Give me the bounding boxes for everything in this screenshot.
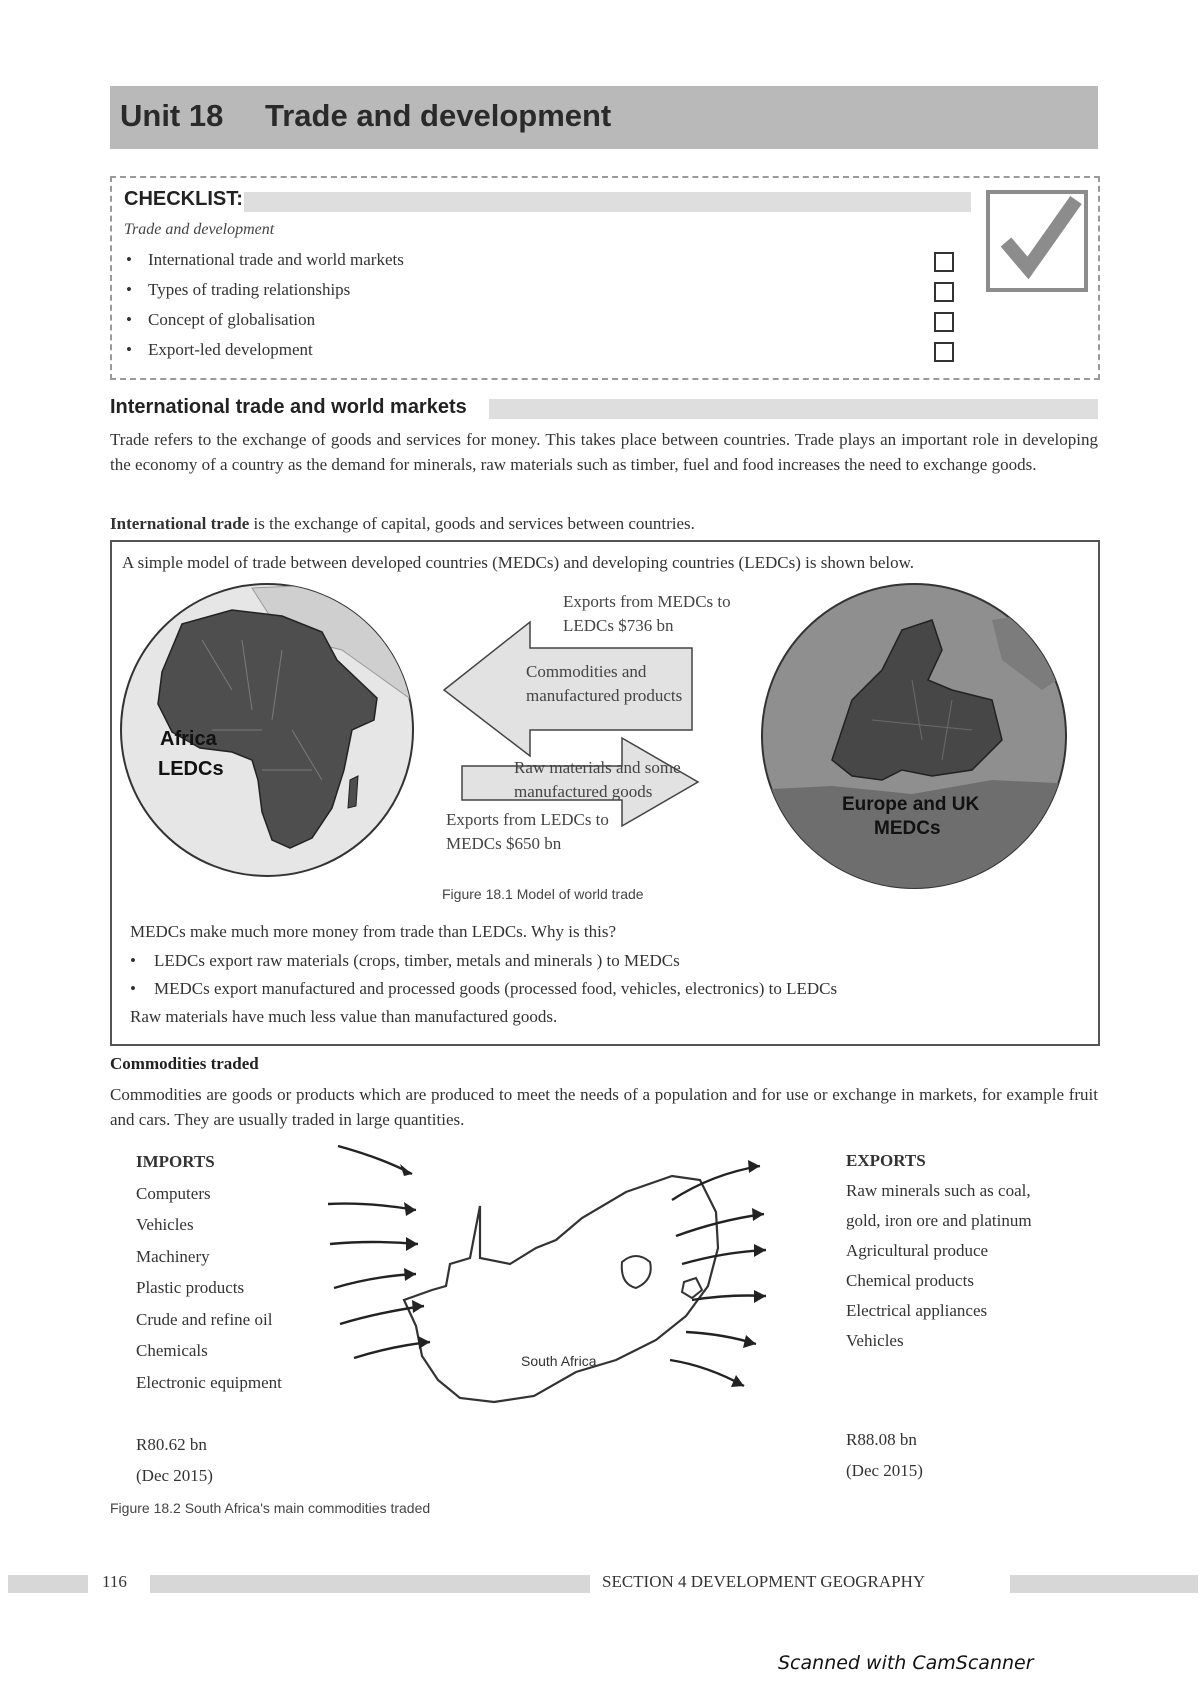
checklist-item: • Export-led development [126, 340, 313, 359]
model-conclusion: Raw materials have much less value than manufactured goods. [130, 1007, 558, 1026]
trade-model-box [110, 540, 1100, 1046]
intro-paragraph: Trade refers to the exchange of goods and services for money. This takes place between countries. Trade plays an important role in developing the economy of a country as the demand for minerals, raw materials such as timber, fuel and food increases the need to exchange goods. [110, 430, 1098, 474]
bottom-arrow-label: Raw materials and some manufactured goods [514, 758, 681, 801]
checklist-item: • Concept of globalisation [126, 310, 316, 329]
checklist-subtitle: Trade and development [124, 221, 275, 238]
unit-header [110, 86, 1098, 149]
checklist-title: CHECKLIST: [124, 188, 243, 210]
exports-list [846, 1146, 1032, 1356]
imports-list [136, 1146, 282, 1398]
footer-section-title: SECTION 4 DEVELOPMENT GEOGRAPHY [602, 1572, 926, 1591]
africa-label: Africa [160, 728, 217, 750]
export-item: Chemical products [846, 1271, 974, 1290]
figure-18-1-caption: Figure 18.1 Model of world trade [442, 886, 644, 902]
export-item: Agricultural produce [846, 1241, 989, 1260]
checkbox[interactable] [934, 312, 954, 332]
import-item: Chemicals [136, 1341, 208, 1360]
imports-value: R80.62 bn [136, 1435, 207, 1454]
imports-total [136, 1429, 213, 1491]
checkbox[interactable] [934, 282, 954, 302]
section-heading: International trade and world markets [110, 396, 467, 418]
africa-globe [112, 580, 422, 880]
import-item: Plastic products [136, 1278, 245, 1297]
checkbox[interactable] [934, 252, 954, 272]
footer-bar [8, 1575, 88, 1593]
ledcs-label: LEDCs [158, 758, 224, 780]
exports-title: EXPORTS [846, 1151, 926, 1170]
bottom-arrow-caption: Exports from LEDCs to MEDCs $650 bn [446, 810, 609, 853]
export-item: Raw minerals such as coal, [846, 1181, 1031, 1200]
section-heading-bar [489, 399, 1098, 419]
import-item: Electronic equipment [136, 1372, 282, 1392]
imports-date: (Dec 2015) [136, 1466, 213, 1485]
import-item: Machinery [136, 1246, 210, 1266]
exports-value: R88.08 bn [846, 1430, 917, 1449]
top-arrow-caption: Exports from MEDCs to LEDCs $736 bn [563, 592, 731, 635]
figure-18-2-caption: Figure 18.2 South Africa's main commodities traded [110, 1500, 431, 1516]
top-arrow-label: Commodities and manufactured products [526, 662, 683, 705]
imports-title: IMPORTS [136, 1152, 215, 1171]
unit-title: Trade and development [265, 98, 612, 133]
checklist-title-bar [244, 192, 971, 212]
footer-bar [150, 1575, 590, 1593]
checkbox[interactable] [934, 342, 954, 362]
model-bullet: • LEDCs export raw materials (crops, timber, metals and minerals ) to MEDCs [130, 951, 680, 970]
export-item: Electrical appliances [846, 1301, 988, 1320]
unit-number: Unit 18 [120, 98, 224, 133]
export-item: gold, iron ore and platinum [846, 1211, 1032, 1230]
footer-bar [1010, 1575, 1198, 1593]
import-item: Vehicles [136, 1215, 194, 1234]
commodities-heading: Commodities traded [110, 1054, 259, 1073]
exports-date: (Dec 2015) [846, 1461, 923, 1480]
checkmark-icon [986, 190, 1088, 292]
model-bullet: • MEDCs export manufactured and processed goods (processed food, vehicles, electronics) to LEDCs [130, 979, 838, 998]
medcs-label: MEDCs [874, 818, 941, 839]
exports-total [846, 1424, 923, 1486]
export-item: Vehicles [846, 1331, 904, 1350]
checklist-panel [110, 176, 1100, 380]
south-africa-label: South Africa [521, 1353, 597, 1369]
europe-label: Europe and UK [842, 794, 980, 815]
import-item: Computers [136, 1183, 211, 1203]
model-intro: A simple model of trade between developed countries (MEDCs) and developing countries (LEDCs) is shown below. [122, 553, 915, 572]
model-question: MEDCs make much more money from trade than LEDCs. Why is this? [130, 922, 616, 941]
commodities-paragraph: Commodities are goods or products which are produced to meet the needs of a population and for use or exchange in markets, for example fruit and cars. They are usually traded in large quantities. [110, 1085, 1098, 1129]
south-africa-map [320, 1140, 820, 1460]
checklist-item: • International trade and world markets [126, 250, 404, 269]
page-number: 116 [102, 1572, 127, 1591]
import-item: Crude and refine oil [136, 1309, 273, 1329]
definition-paragraph: International trade is the exchange of capital, goods and services between countries. [110, 514, 695, 533]
checklist-item: • Types of trading relationships [126, 280, 351, 299]
europe-globe [752, 580, 1076, 892]
scanner-watermark: Scanned with CamScanner [778, 1652, 1034, 1674]
